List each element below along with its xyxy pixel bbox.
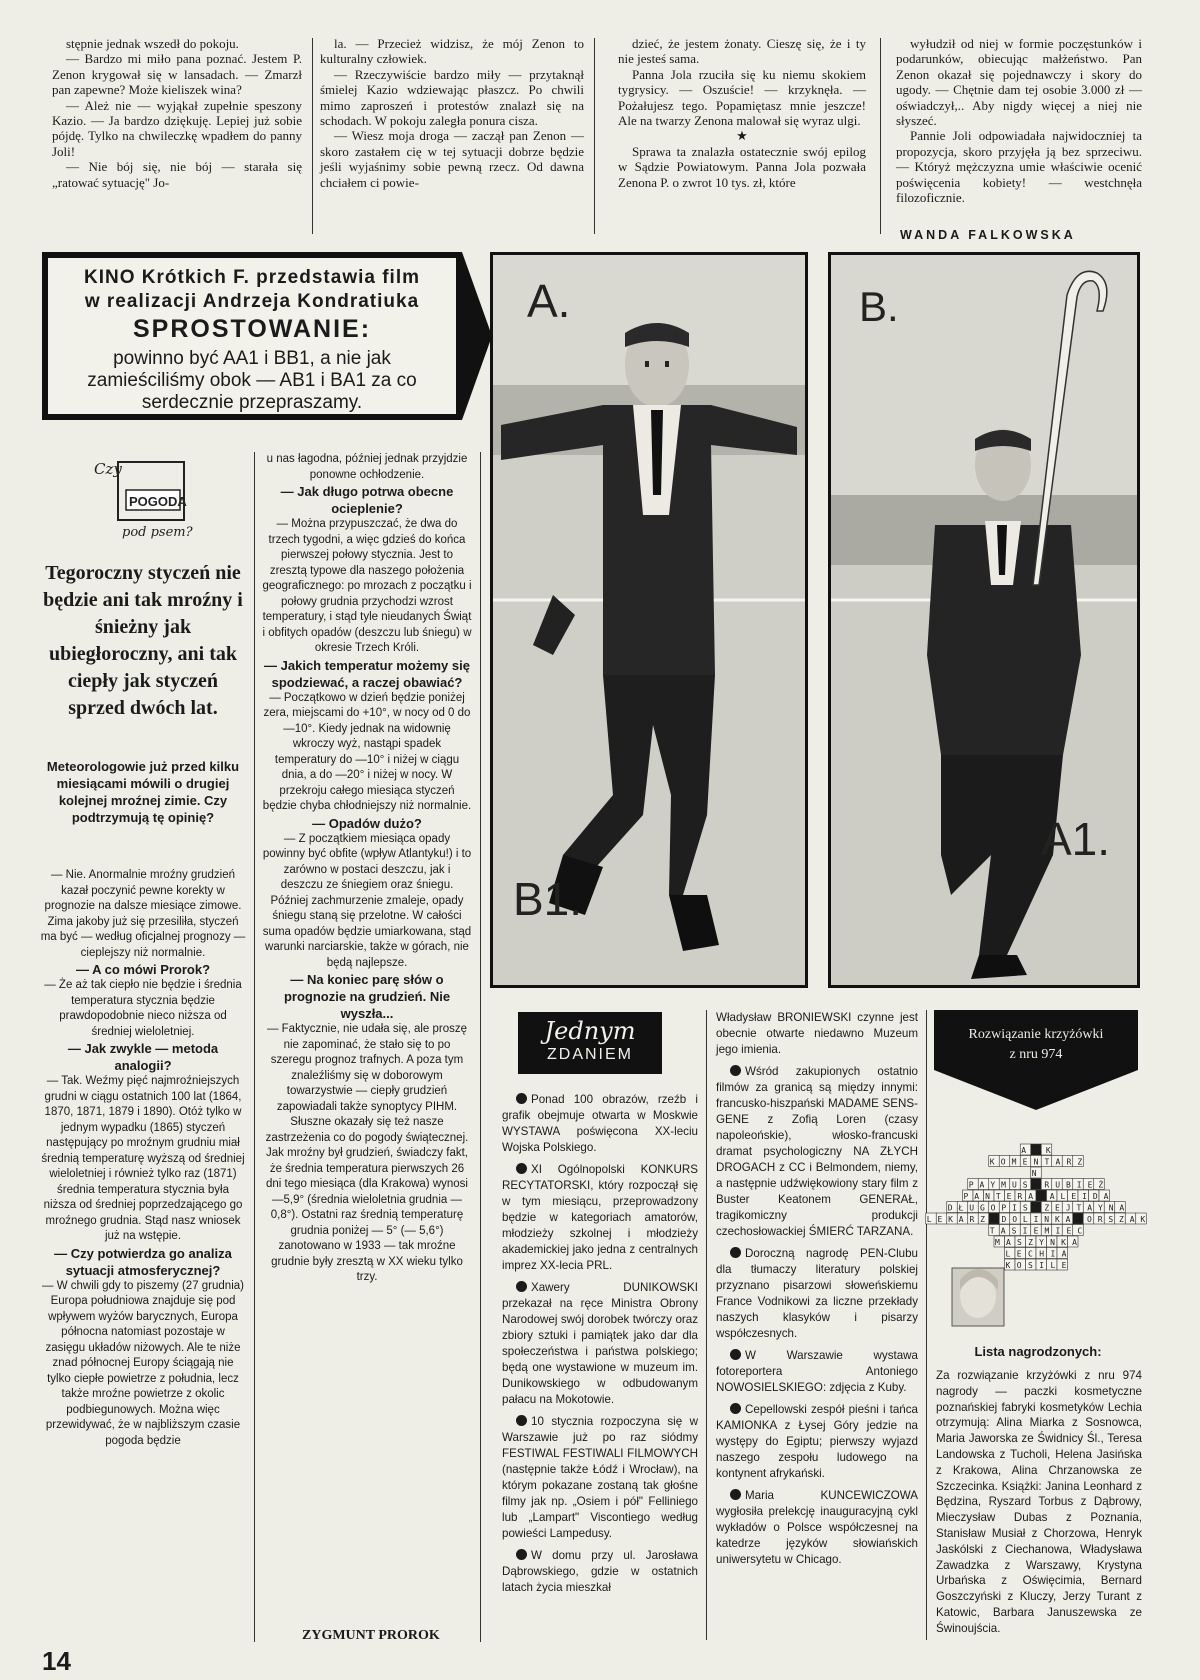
interview-answer: — Z początkiem miesiąca opady powinny być obfite (wpływ Atlantyku!) i to zarówno w postaci deszczu, jak i deszczu ze śniegiem oraz śniegu. Później zachmurzenie zmaleje, opady śniegu staną się przelotne. W całości suma opadów będzie umiarkowana, stąd warunki narciarskie, także w górach, nie będą najlepsze.: [262, 832, 472, 969]
crossword-header-line2: z nru 974: [1009, 1047, 1063, 1062]
interview-question: — Jakich temperatur możemy się spodziewać, a raczej obawiać?: [264, 657, 470, 690]
interview-answer: — Że aż tak ciepło nie będzie i średnia temperatura stycznia będzie prawdopodobnie nieco niższa od średniej wieloletniej.: [44, 979, 242, 1038]
interview-answer: — Można przypuszczać, że dwa do trzech tygodni, a więc gdzieś do końca pierwszej połowy stycznia. Jest to zresztą typowe dla naszego położenia geograficznego: po mrozach z początku i połowy grudnia przychodzi wzrost temperatury, i stąd tyle nieudanych Świąt i obfitych opadów (deszczu lub śniegu) w okresie Trzech Króli.: [262, 518, 472, 654]
news-item: [716, 1246, 918, 1342]
paragraph: — Wiesz moja droga — zaczął pan Zenon — skoro zastałem cię w tej sytuacji dobrze będzie jeśli wyjaśnimy sobie pewną rzecz. Od dawna chciałem ci powie-: [320, 128, 584, 190]
news-item: [716, 1488, 918, 1568]
news-item: [502, 1548, 698, 1596]
news-item: [502, 1414, 698, 1542]
interview-question: — Opadów dużo?: [312, 815, 422, 831]
news-item-text: 10 stycznia rozpoczyna się w Warszawie już po raz siódmy FESTIWAL FESTIWALI FILMOWYCH (następnie także Łódź i Wrocław), na którym pokazane zostaną tak głośne filmy jak np. „Osiem i pół" Felliniego lub „Lampart" Viscontiego według powieści Lampedusy.: [502, 1415, 698, 1540]
bullet-icon: [730, 1403, 741, 1414]
news-item: [716, 1348, 918, 1396]
crossword-row: A K: [1021, 1146, 1051, 1155]
crossword-row: PANTERA ALEIDA: [963, 1192, 1109, 1201]
crossword-row: LECHIA: [1005, 1249, 1067, 1259]
bullet-icon: [516, 1093, 527, 1104]
paragraph: wyłudził od niej w formie poczęstunków i podarunków, obiecując małżeństwo. Pan Zenon okazał się pojednawczy i skory do ugody. — Chętnie dam tej osobie 3.000 zł — oświadczył,.. Aby nigdy więcej a niej nie słyszeć.: [896, 36, 1142, 129]
photo-left: [490, 252, 808, 988]
column-divider: [706, 1010, 707, 1640]
crossword-row: N: [1031, 1169, 1037, 1178]
news-item-text: Xawery DUNIKOWSKI przekazał na ręce Ministra Obrony Narodowej swój dorobek twórczy oraz zbiory sztuki i pamiątek jako dar dla społeczeństwa i państwa polskiego; będą one wystawione w muzeum im. Dunikowskiego w odbudowanym pałacu na Mokotowie.: [502, 1281, 698, 1406]
winners-text: Za rozwiązanie krzyżówki z nru 974 nagrody — paczki kosmetyczne poznańskiej fabryki kosmetyków Lechia otrzymują: Alina Miarka z Sosnowca, Maria Jaworska ze Świdnicy Śl., Teresa Landowska z Tucholi, Helena Jasińska z Krakowa, Alina Chrzanowska ze Szczecinka. Książki: Janina Leonhard z Będzina, Ryszard Torbus z Dąbrowy, Mieczysław Dubas z Poznania, Stanisław Musiał z Chorzowa, Henryk Jaskólski z Ciechanowa, Władysława Zawadzka z Warszawy, Krystyna Urbańska z Oświęcimia, Bernard Goszczyński z Kluczy, Jerzy Turant z Katowic, Barbara Januszewska ze Świnoujścia.: [936, 1369, 1142, 1635]
column-divider: [926, 1010, 927, 1640]
news-item-continuation: Władysław BRONIEWSKI czynne jest obecnie otwarte niedawno Muzeum jego imienia.: [716, 1011, 918, 1056]
column-divider: [254, 452, 255, 1642]
news-item: [502, 1280, 698, 1408]
weather-column-a: [40, 868, 246, 1449]
interview-question: — Jak zwykle — metoda analogii?: [67, 1041, 219, 1073]
interview-question: — Na koniec parę słów o prognozie na grudzień. Nie wyszła...: [283, 972, 451, 1021]
kino-correction-box: [42, 252, 462, 420]
crossword-grid: [926, 1140, 1146, 1330]
news-item: [502, 1092, 698, 1156]
crossword-row: KOSILE: [1005, 1261, 1067, 1270]
interview-answer: u nas łagodna, później jednak przyjdzie ponowne ochłodzenie.: [266, 453, 468, 481]
paragraph: — Rzeczywiście bardzo miły — przytaknął śmielej Kazio wdziewając płaszcz. Po chwili mimo zaproszeń i protestów znalazł się na schodach. W pokoju zaległa ponura cisza.: [320, 66, 584, 129]
interview-question: — Jak długo potrwa obecne ocieplenie?: [280, 484, 454, 516]
news-item-text: W Warszawie wystawa fotoreportera Antoniego NOWOSIELSKIEGO: zdjęcia z Kuby.: [716, 1349, 918, 1394]
interview-answer: — W chwili gdy to piszemy (27 grudnia) Europa południowa znajduje się pod wpływem wyżów barycznych, Europa północna natomiast pozostaje w zasięgu układów niżowych. Ale te niże znad północnej Europy ściągają nie tylko ciepłe powietrze z południa, lecz także mroźne powietrze z okolic podbiegunowych. Można więc przewidywać, że w najbliższym czasie pogoda będzie: [42, 1279, 244, 1447]
interview-answer: — Tak. Weźmy pięć najmroźniejszych grudni w ciągu ostatnich 100 lat (1864, 1870, 1871, 1879 i 1890). Otóż tylko w jednym wypadku (1865) styczeń następujący po mroźnym grudniu miał średnią temperaturę wyższą od średniej wieloletniej i również tylko raz (1871) średnia temperatura stycznia była niższa od średniej poprzedzającego go mroźnego grudnia. Stąd nasz wniosek już na wstępie.: [41, 1075, 245, 1242]
bullet-icon: [516, 1163, 527, 1174]
crossword-row: MASZYNKA: [995, 1238, 1077, 1247]
pogoda-logo-line3: pod psem?: [122, 525, 193, 540]
bullet-icon: [730, 1489, 741, 1500]
story-signature: WANDA FALKOWSKA: [900, 228, 1076, 242]
paragraph: Sprawa ta znalazła ostatecznie swój epilog w Sądzie Powiatowym. Panna Jola pozwała Zenona P. o zwrot 10 tys. zł, które: [618, 143, 866, 190]
news-item-text: XI Ogólnopolski KONKURS RECYTATORSKI, który rozpoczął się w tym miesiącu, przeprowadzony będzie w kategoriach amatorów, młodzieży szkolnej i młodzieży akademickiej jako jedna z centralnych imprez XX-lecia PRL.: [502, 1163, 698, 1272]
interview-question: — A co mówi Prorok?: [75, 962, 211, 977]
pogoda-logo: [92, 456, 192, 542]
weather-signature: ZYGMUNT PROROK: [302, 1628, 440, 1643]
column-divider: [480, 452, 481, 1642]
photo-right-illustration: [831, 255, 1137, 985]
news-item-text: Maria KUNCEWICZOWA wygłosiła prelekcję inauguracyjną cykl wykładów o Polsce współczesnej na katedrze języków słowiańskich uniwersytetu w Chicago.: [716, 1489, 918, 1566]
bullet-icon: [730, 1247, 741, 1258]
jednym-zdaniem-logo: [518, 1012, 662, 1074]
news-item: [716, 1402, 918, 1482]
crossword-row: DŁUGOPIS ZEJTAYNA: [947, 1203, 1125, 1213]
photo-right-bottom-label: A1.: [1041, 813, 1111, 865]
photo-left-illustration: [493, 255, 805, 985]
news-item-text: Cepellowski zespół pieśni i tańca KAMIONKA z Łysej Góry jedzie na występy do Egiptu; pierwszy wyjazd naszego zespołu ludowego na kontynent afrykański.: [716, 1403, 918, 1480]
news-item: [502, 1162, 698, 1274]
crossword-row: KOMENTARZ: [989, 1157, 1083, 1167]
news-item-text: Ponad 100 obrazów, rzeźb i grafik obejmuje otwarta w Moskwie WYSTAWA poświęcona XX-leciu Wojska Polskiego.: [502, 1093, 698, 1154]
winners-title: Lista nagrodzonych:: [974, 1344, 1102, 1359]
weather-column-b: [262, 452, 472, 1286]
weather-lead: Tegoroczny styczeń nie będzie ani tak mroźny i śnieżny jak ubiegłoroczny, ani tak ciepły jak styczeń sprzed dwóch lat.: [43, 562, 243, 719]
news-item: [716, 1064, 918, 1240]
bullet-icon: [516, 1415, 527, 1426]
story-column-3: [618, 36, 866, 190]
story-column-4: [896, 36, 1142, 205]
crossword-row: PAYMUS RUBIEŻ: [968, 1180, 1104, 1190]
paragraph: — Nie bój się, nie bój — starała się „ratować sytuację" Jo-: [52, 159, 302, 190]
paragraph: Pannie Joli odpowiadała najwidoczniej ta propozycja, skoro przyjęła ją bez sprzeciwu. — Któryż mężczyzna umie właściwie ocenić poświęcenia kobiety! — westchnęła filozoficznie.: [896, 128, 1142, 206]
photo-left-top-label: A.: [527, 275, 571, 327]
photo-right: [828, 252, 1140, 988]
paragraph: ★: [736, 128, 748, 144]
pogoda-logo-line2: POGODA: [129, 494, 187, 509]
bullet-icon: [730, 1349, 741, 1360]
paragraph: — Bardzo mi miło pana poznać. Jestem P. Zenon krygował się w lansadach. — Zmarzł pan zapewne? Może kieliszek wina?: [52, 51, 302, 98]
kino-line-2: w realizacji Andrzeja Kondratiuka: [84, 291, 420, 312]
crossword-row: TASIEMIEC: [989, 1226, 1083, 1236]
paragraph: stępnie jednak wszedł do pokoju.: [66, 36, 239, 51]
jz-column-a: [502, 1092, 698, 1602]
kino-arrow: [462, 252, 492, 420]
paragraph: la. — Przecież widzisz, że mój Zenon to kulturalny człowiek.: [320, 36, 584, 67]
kino-body: powinno być AA1 i BB1, a nie jak zamieściliśmy obok — AB1 i BA1 za co serdecznie przepraszamy.: [87, 348, 417, 413]
photo-left-bottom-label: B1.: [513, 873, 583, 925]
news-item-text: Doroczną nagrodę PEN-Clubu dla tłumaczy literatury polskiej przyznano pisarzowi słoweńskiemu France Vodnikowi za liczne przekłady naszych klasyków i pisarzy współczesnych.: [716, 1247, 918, 1340]
story-column-1: [52, 36, 302, 190]
story-column-2: [320, 36, 584, 190]
interview-answer: — Faktycznie, nie udała się, ale proszę nie zapominać, że stało się to po szeregu prognoz trafnych. A poza tym znaleźliśmy się w doborowym towarzystwie — ciepły grudzień zapowiadali także synoptycy PIHM. Słuszne okazały się też nasze zastrzeżenia co do pogody świątecznej.: [265, 1023, 469, 1144]
interview-question: — Czy potwierdza go analiza sytuacji atmosferycznej?: [54, 1245, 232, 1278]
bullet-icon: [516, 1281, 527, 1292]
bullet-icon: [516, 1549, 527, 1560]
crossword-header: [934, 1010, 1138, 1110]
column-divider: [880, 38, 881, 234]
page-number: 14: [42, 1646, 71, 1676]
news-item-text: Wśród zakupionych ostatnio filmów za granicą są między innymi: francusko-hiszpański MADAME SENS-GENE z Zofią Loren (czasy napoleońskie), włosko-francuski dramat psychologiczny NA ZŁYCH DROGACH z CC i Belmondem, niemy, a następnie udźwiękowiony stary film z Buster Keatonem GENERAŁ, tragikomiczny produkcji czechosłowackiej ŚMIERĆ TARZANA.: [716, 1065, 918, 1238]
news-item-text: W domu przy ul. Jarosława Dąbrowskiego, gdzie w ostatnich latach życia mieszkał: [502, 1549, 698, 1594]
interview-answer: — Nie. Anormalnie mroźny grudzień kazał poczynić pewne korekty w prognozie na dalsze miesiące zimowe. Zima jakoby już się przesiliła, styczeń ma być — według oficjalnej prognozy — cieplejszy niż normalnie.: [40, 869, 246, 959]
column-divider: [312, 38, 313, 234]
interview-answer: Jak mroźny był grudzień, świadczy fakt, że średnia temperatura pierwszych 26 dni tego miesiąca (dla Krakowa) wynosi —5,9° (średnia wieloletnia grudnia — 0,8°). Ostatni raz średnią temperaturę grudnia poniżej — 5° (— 5,6°) zanotowano w 1933 — tak mroźne grudnie były zresztą w XX wieku tylko trzy.: [266, 1147, 468, 1283]
paragraph: Panna Jola rzuciła się ku niemu skokiem tygrysicy. — Oszuście! — krzyknęła. — Pożałujesz tego. Popamiętasz mnie jeszcze! Ale na twarzy Zenona malował się wyraz ulgi.: [618, 66, 866, 129]
weather-intro: Meteorologowie już przed kilku miesiącami mówili o drugiej kolejnej mroźnej zimie. Czy podtrzymują tę opinię?: [46, 759, 240, 825]
crossword-row: LEKARZ DOLINKA ORSZAK: [926, 1215, 1146, 1224]
crossword-header-line1: Rozwiązanie krzyżówki: [968, 1027, 1104, 1042]
kino-line-3: SPROSTOWANIE:: [132, 315, 372, 343]
column-divider: [594, 38, 595, 234]
bullet-icon: [730, 1065, 741, 1076]
jz-column-b: [716, 1010, 918, 1574]
jz-title-top: Jednym: [544, 1017, 636, 1045]
paragraph: dzieć, że jestem żonaty. Cieszę się, że i ty nie jesteś sama.: [618, 36, 866, 67]
jz-title-bottom: ZDANIEM: [547, 1046, 633, 1063]
kino-line-1: KINO Krótkich F. przedstawia film: [84, 267, 420, 288]
paragraph: — Ależ nie — wyjąkał zupełnie speszony Kazio. — Ja bardzo dziękuję. Lepiej już sobie pójdę. Tylko na chwileczkę wpadłem do panny Joli!: [52, 97, 302, 159]
interview-answer: — Początkowo w dzień będzie poniżej zera, miejscami do +10°, w nocy od 0 do —10°. Kiedy jednak na widownię wkroczy wyż, nastąpi spadek temperatury do —10° i niżej w ciągu dnia, a do —20° i niżej w nocy. W przekroju całego miesiąca styczeń będzie chyba chłodniejszy niż normalnie.: [262, 691, 472, 812]
pogoda-logo-line1: Czy: [94, 460, 122, 478]
photo-right-top-label: B.: [859, 283, 899, 330]
